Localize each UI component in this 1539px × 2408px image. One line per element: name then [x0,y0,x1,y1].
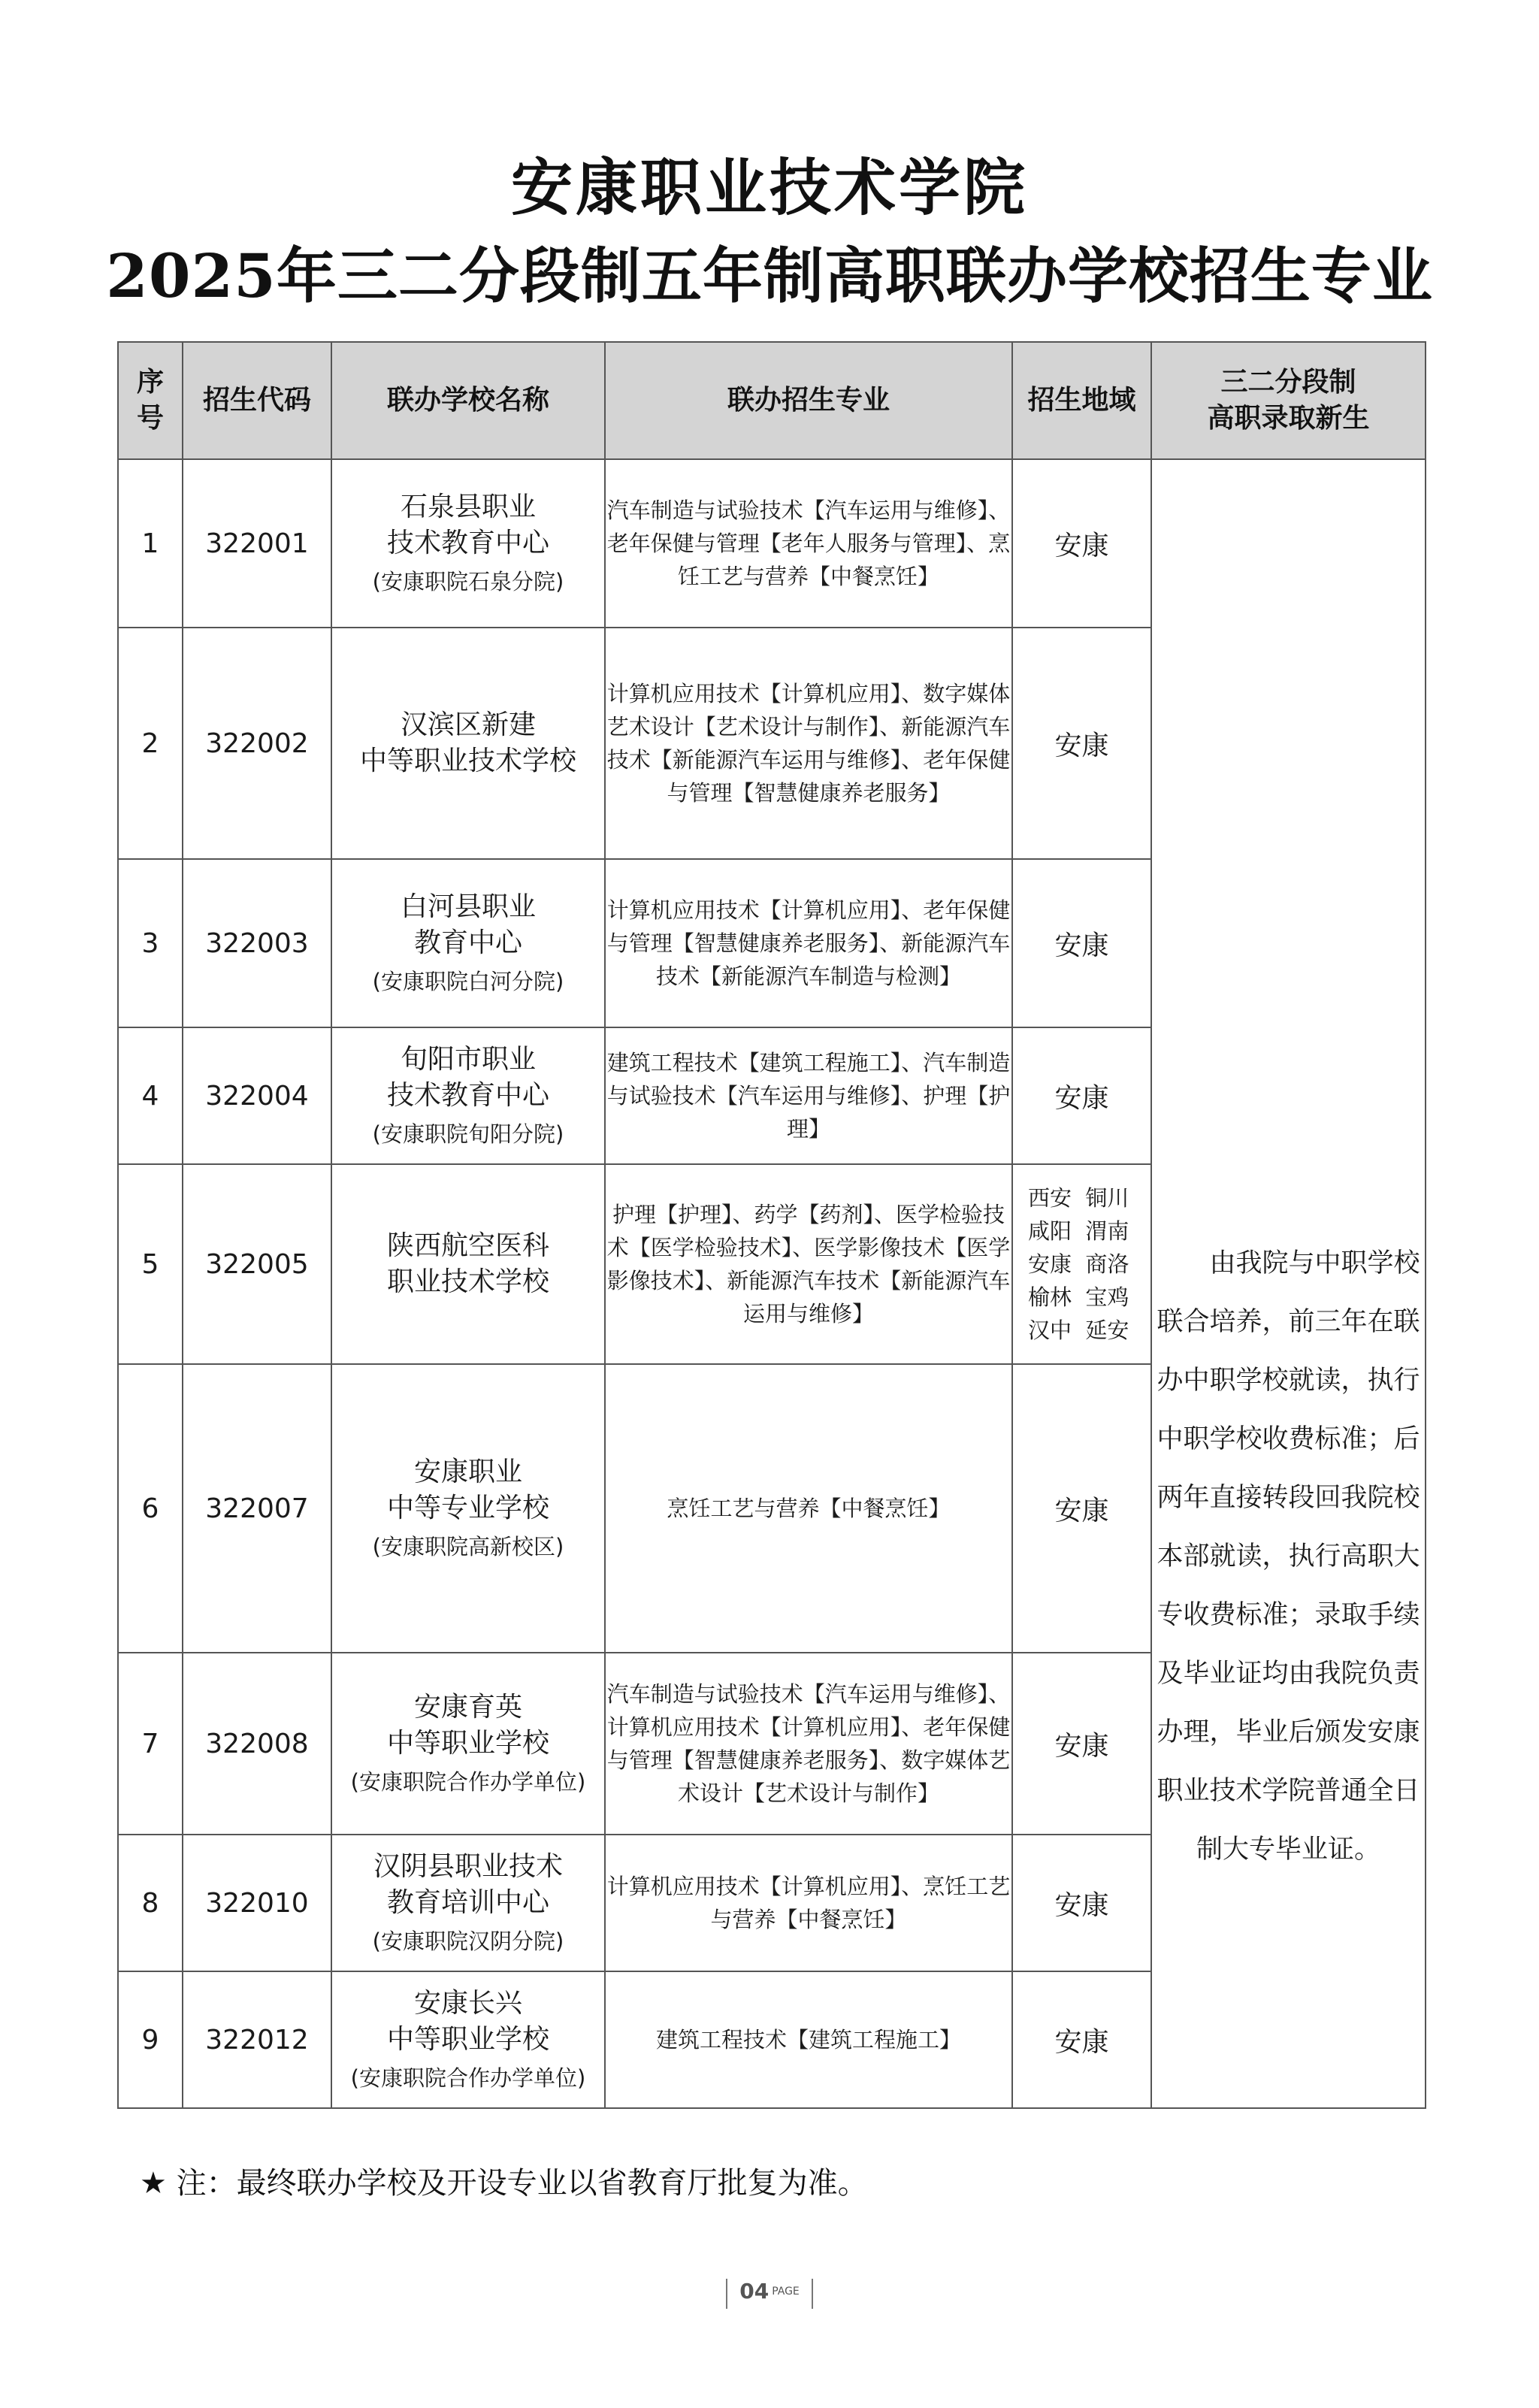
header-region: 招生地域 [1012,342,1151,459]
region-pair: 安康 商洛 [1028,1251,1129,1277]
row-seq: 1 [118,459,183,628]
row-school [331,1653,605,1835]
header-note: 三二分段制 高职录取新生 [1151,342,1426,459]
row-code: 322010 [183,1835,331,1971]
school-affiliation: (安康职院旬阳分院) [372,1121,564,1147]
row-code: 322005 [183,1164,331,1364]
row-code: 322004 [183,1027,331,1164]
enrollment-table [117,341,1426,2109]
row-school [331,1164,605,1364]
header-code: 招生代码 [183,342,331,459]
row-region: 安康 [1012,859,1151,1027]
row-seq: 3 [118,859,183,1027]
school-name: 陕西航空医科 职业技术学校 [386,1230,549,1297]
page-number-value: 04 [739,2279,770,2304]
region-pair: 榆林 宝鸡 [1028,1284,1129,1310]
school-name: 石泉县职业 技术教育中心 [386,492,549,558]
school-affiliation: (安康职院白河分院) [372,969,564,994]
school-name: 安康育英 中等职业学校 [386,1692,549,1759]
row-major: 计算机应用技术【计算机应用】、数字媒体艺术设计【艺术设计与制作】、新能源汽车技术【新能源汽车运用与维修】、老年保健与管理【智慧健康养老服务】 [605,628,1012,859]
row-school [331,1027,605,1164]
region-pair: 咸阳 渭南 [1028,1218,1129,1244]
row-code: 322003 [183,859,331,1027]
row-school [331,459,605,628]
region-pair: 西安 铜川 [1028,1185,1129,1211]
school-affiliation: (安康职院石泉分院) [372,569,564,594]
document-title: 安康职业技术学院 [510,152,1028,224]
region-pair: 汉中 延安 [1028,1317,1129,1343]
admission-note-text: 由我院与中职学校联合培养，前三年在联办中职学校就读，执行中职学校收费标准；后两年直接转段回我院校本部就读，执行高职大专收费标准；录取手续及毕业证均由我院负责办理，毕业后颁发安康职业技术学院普通全日制大专毕业证。 [1157,1248,1420,1865]
row-region: 安康 [1012,628,1151,859]
row-school [331,1971,605,2108]
row-code: 322007 [183,1364,331,1653]
row-major: 计算机应用技术【计算机应用】、烹饪工艺与营养【中餐烹饪】 [605,1835,1012,1971]
header-school: 联办学校名称 [331,342,605,459]
row-region: 安康 [1012,1027,1151,1164]
school-name: 安康职业 中等专业学校 [386,1457,549,1523]
row-code: 322012 [183,1971,331,2108]
row-major: 护理【护理】、药学【药剂】、医学检验技术【医学检验技术】、医学影像技术【医学影像技术】、新能源汽车技术【新能源汽车运用与维修】 [605,1164,1012,1364]
school-name: 旬阳市职业 技术教育中心 [386,1044,549,1111]
row-major: 计算机应用技术【计算机应用】、老年保健与管理【智慧健康养老服务】、新能源汽车技术【新能源汽车制造与检测】 [605,859,1012,1027]
row-seq: 7 [118,1653,183,1835]
row-code: 322008 [183,1653,331,1835]
row-seq: 9 [118,1971,183,2108]
row-school [331,859,605,1027]
row-major: 汽车制造与试验技术【汽车运用与维修】、老年保健与管理【老年人服务与管理】、烹饪工艺与营养【中餐烹饪】 [605,459,1012,628]
table-row [118,459,1426,628]
header-seq: 序 号 [118,342,183,459]
row-region: 安康 [1012,1653,1151,1835]
school-name: 汉阴县职业技术 教育培训中心 [373,1851,563,1918]
row-seq: 4 [118,1027,183,1164]
row-region: 安康 [1012,1971,1151,2108]
row-seq: 8 [118,1835,183,1971]
school-affiliation: (安康职院汉阴分院) [372,1929,564,1954]
school-affiliation: (安康职院合作办学单位) [350,1769,586,1795]
row-seq: 6 [118,1364,183,1653]
page-number [726,2279,813,2309]
row-major: 烹饪工艺与营养【中餐烹饪】 [605,1364,1012,1653]
school-affiliation: (安康职院合作办学单位) [350,2065,586,2091]
row-school [331,1835,605,1971]
row-code: 322002 [183,628,331,859]
school-name: 安康长兴 中等职业学校 [386,1988,549,2055]
row-code: 322001 [183,459,331,628]
row-seq: 2 [118,628,183,859]
row-major: 建筑工程技术【建筑工程施工】、汽车制造与试验技术【汽车运用与维修】、护理【护理】 [605,1027,1012,1164]
row-region: 安康 [1012,1835,1151,1971]
school-name: 汉滨区新建 中等职业技术学校 [359,709,576,776]
school-affiliation: (安康职院高新校区) [372,1534,564,1559]
row-region: 安康 [1012,459,1151,628]
row-school [331,1364,605,1653]
header-major: 联办招生专业 [605,342,1012,459]
page-label: PAGE [772,2285,800,2298]
admission-note [1151,459,1426,2108]
row-region: 安康 [1012,1364,1151,1653]
table-header-row [118,342,1426,459]
school-name: 白河县职业 教育中心 [400,891,536,958]
row-seq: 5 [118,1164,183,1364]
row-major: 汽车制造与试验技术【汽车运用与维修】、计算机应用技术【计算机应用】、老年保健与管理【智慧健康养老服务】、数字媒体艺术设计【艺术设计与制作】 [605,1653,1012,1835]
row-school [331,628,605,859]
document-subtitle: 2025年三二分段制五年制高职联办学校招生专业 [106,240,1433,311]
row-major: 建筑工程技术【建筑工程施工】 [605,1971,1012,2108]
footnote: ★ 注：最终联办学校及开设专业以省教育厅批复为准。 [140,2166,868,2201]
row-region [1012,1164,1151,1364]
